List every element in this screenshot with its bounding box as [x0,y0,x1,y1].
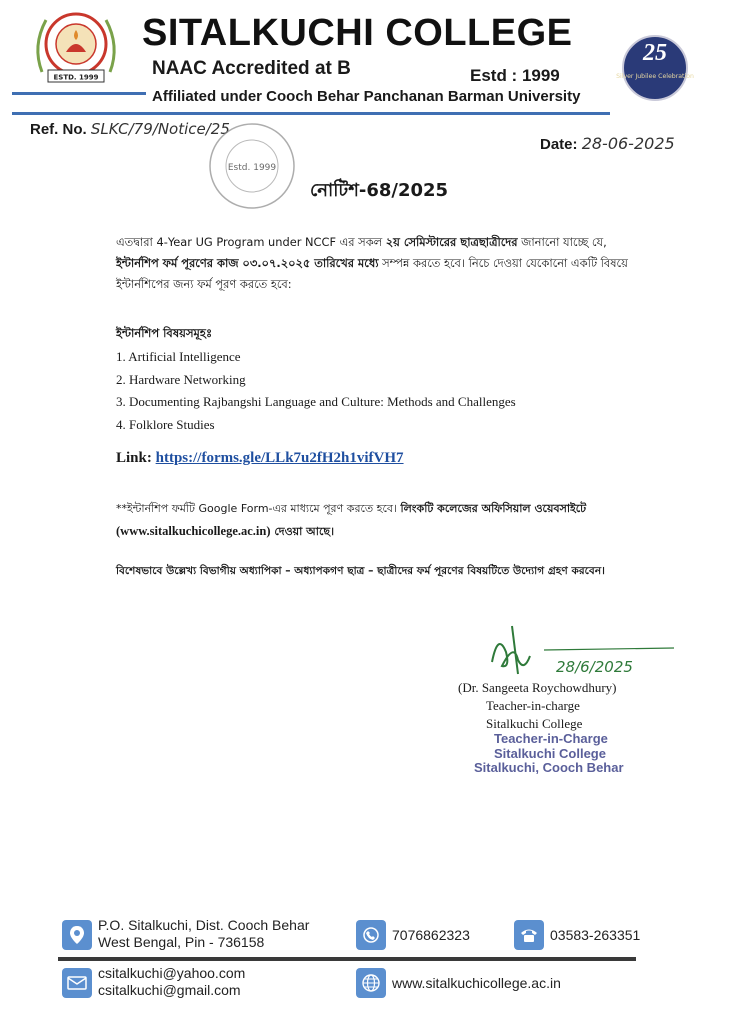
form-link-line [116,450,404,467]
address-line-2: West Bengal, Pin - 736158 [98,934,265,950]
ref-label: Ref. No. [30,121,87,138]
para-bold-2: ইন্টার্নশিপ ফর্ম পূরণের কাজ ০৩.০৭.২০২৫ তারিখের মধ্যে [116,256,379,270]
header-rule [12,112,610,115]
footer-mobile: 7076862323 [392,927,470,943]
para-text-1: এতদ্বারা 4-Year UG Program under NCCF এর সকল [116,235,386,249]
list-item: 4. Folklore Studies [116,416,215,432]
faculty-appeal: বিশেষভাবে উল্লেখ্য বিভাগীয় অধ্যাপিকা – অধ্যাপকগণ ছাত্র – ছাত্রীদের ফর্ম পূরণের বিষয়টিতে উদ্যোগ গ্রহণ করবেন। [116,565,605,577]
link-label: Link: [116,450,152,466]
notice-paragraph [116,232,636,295]
footer-address [98,917,309,951]
telephone-icon [514,920,544,950]
email-icon [62,968,92,998]
footer-emails [98,965,245,999]
affiliation: Affiliated under Cooch Behar Panchanan Barman University [152,88,581,105]
note-bold: লিংকটি কলেজের অফিসিয়াল ওয়েবসাইটে [400,502,587,515]
note-text-2: দেওয়া আছে। [270,525,335,538]
reference-number [30,120,230,138]
college-name: SITALKUCHI COLLEGE [142,12,573,54]
jubilee-text: Silver Jubilee Celebration [616,73,694,80]
stamp-role: Teacher-in-Charge [494,731,608,746]
note-website: (www.sitalkuchicollege.ac.in) [116,524,271,538]
footer-divider [58,957,636,961]
email-gmail: csitalkuchi@gmail.com [98,982,241,998]
signatory-role: Teacher-in-charge [486,698,580,713]
naac-accreditation: NAAC Accredited at B [152,58,351,79]
para-text-2: জানানো যাচ্ছে যে, [517,235,607,249]
college-seal-stamp [206,120,298,212]
date-value: 28-06-2025 [581,134,675,153]
date-label: Date: [540,136,578,153]
google-form-link[interactable]: https://forms.gle/LLk7u2fH2h1vifVH7 [155,450,404,466]
list-item: 2. Hardware Networking [116,371,246,387]
notice-date [540,134,675,153]
list-item: 3. Documenting Rajbangshi Language and Culture: Methods and Challenges [116,394,516,409]
header-rule-short [12,92,146,95]
subjects-heading: ইন্টার্নশিপ বিষয়সমূহঃ [116,326,213,340]
stamp-location: Sitalkuchi, Cooch Behar [474,760,624,775]
location-icon [62,920,92,950]
notice-title: নোটিশ-68/2025 [310,180,449,201]
jubilee-number: 25 [643,40,667,66]
ref-value: SLKC/79/Notice/25 [90,120,230,138]
signature-image [484,622,684,684]
note-text-1: **ইন্টার্নশিপ ফর্মটি Google Form-এর মাধ্যমে পূরণ করতে হবে। [116,502,401,515]
seal-estd: Estd. 1999 [227,163,277,173]
signatory-name: (Dr. Sangeeta Roychowdhury) [458,680,617,695]
signatory-college: Sitalkuchi College [486,716,583,731]
list-item: 1. Artificial Intelligence [116,349,241,364]
stamp-college: Sitalkuchi College [494,746,606,761]
mobile-phone-icon [356,920,386,950]
established-year: Estd : 1999 [470,66,560,85]
logo-estd: ESTD. 1999 [53,73,99,82]
address-line-1: P.O. Sitalkuchi, Dist. Cooch Behar [98,917,310,933]
silver-jubilee-logo [610,28,700,108]
subjects-list [116,346,516,436]
footer-website: www.sitalkuchicollege.ac.in [392,975,561,991]
email-yahoo: csitalkuchi@yahoo.com [98,965,246,981]
footer-telephone: 03583-263351 [550,927,641,943]
para-text-3: সম্পন্ন করতে হবে। নিচে দেওয়া যেকোনো একটি বিষয়ে ইন্টার্নশিপের জন্য ফর্ম পূরণ করতে হবে: [116,256,628,291]
para-bold-1: ২য় সেমিস্টারের ছাত্রছাত্রীদের [385,235,518,249]
globe-icon [356,968,386,998]
form-note [116,497,636,543]
signature-date: 28/6/2025 [556,658,633,676]
college-logo [28,6,124,86]
